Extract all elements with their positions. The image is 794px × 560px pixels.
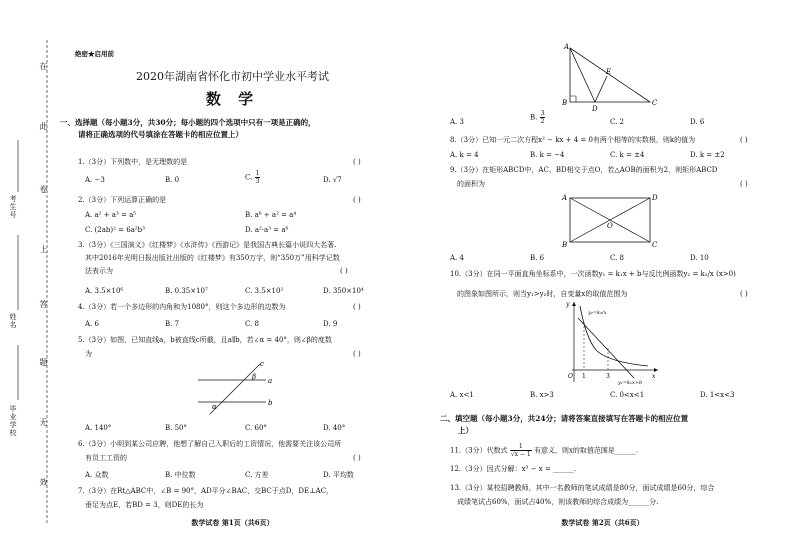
q6-option-b: B. 中位数 xyxy=(165,471,196,479)
q4-stem: 4.（3分）若一个多边形的内角和为1080°，则这个多边形的边数为 xyxy=(78,303,286,311)
field-underlines xyxy=(8,140,28,440)
q7-label-c: C xyxy=(652,99,658,107)
secret-label: 绝密★启用前 xyxy=(75,50,114,58)
q9-option-d: D. 10 xyxy=(690,254,709,262)
q1-option-d: D. √7 xyxy=(323,176,342,184)
q10-option-a: A. x<1 xyxy=(450,391,474,399)
q7-label-b: B xyxy=(562,99,568,107)
q2-option-b: B. a⁶ ÷ a² = a⁴ xyxy=(245,211,297,219)
q1-option-c: C. $\frac{1}{3}$ xyxy=(245,170,260,185)
exam-title: 2020年湖南省怀化市初中学业水平考试 xyxy=(136,70,329,83)
q7-option-b: B. $\frac{3}{2}$ xyxy=(530,110,545,125)
q7-label-d: D xyxy=(592,105,598,112)
q4-option-d: D. 9 xyxy=(323,320,338,328)
q2-option-d: D. a²·a³ = a⁶ xyxy=(245,226,289,234)
answer-paren: ( ) xyxy=(740,290,748,298)
q9-rectangle-figure xyxy=(560,190,660,250)
q9-option-c: C. 8 xyxy=(610,254,625,262)
q10-option-b: B. x>3 xyxy=(530,391,554,399)
q10-label-y: y xyxy=(566,301,570,308)
q5-line1: 5.（3分）如图，已知直线a，b被直线c所截，且a∥b，若∠α = 40°，则∠β的度数 xyxy=(78,336,332,344)
answer-paren: ( ) xyxy=(740,136,748,144)
seal-char: 答 xyxy=(39,300,48,309)
q10-function-graph-figure xyxy=(562,298,662,386)
q10-line1: 10.（3分）在同一平面直角坐标系中，一次函数y₁ = k₁x + b与反比例函数y₂ = k₂/x (x>0) xyxy=(450,270,736,278)
answer-paren: ( ) xyxy=(340,267,348,275)
q3-line2: 其中2016年光明日报出版社出版的《红楼梦》有350万字，则“350万”用科学记数 xyxy=(85,254,340,262)
q1-option-a: A. −3 xyxy=(85,176,105,184)
answer-paren: ( ) xyxy=(353,303,361,311)
seal-char: 卷 xyxy=(39,185,48,194)
seal-char: 题 xyxy=(39,358,48,367)
q10-label-origin: O xyxy=(568,373,573,380)
seal-char: 效 xyxy=(39,478,48,487)
q9-line2: 的面积为 xyxy=(457,180,485,188)
q6-option-a: A. 众数 xyxy=(85,471,109,479)
seal-char: 在 xyxy=(39,62,48,71)
q6-option-c: C. 方差 xyxy=(245,471,269,479)
q10-option-c: C. 0<x<1 xyxy=(610,391,645,399)
section2-title-2: 上） xyxy=(458,426,473,435)
q7-label-e: E xyxy=(606,68,612,76)
q3-option-a: A. 3.5×10⁶ xyxy=(85,287,124,295)
q2-stem: 2.（3分）下列运算正确的是 xyxy=(78,196,167,204)
q9-label-c: C xyxy=(652,241,658,249)
answer-paren: ( ) xyxy=(353,158,361,166)
q6-line2: 有员工工资的 xyxy=(85,454,127,462)
q8-option-b: B. k = −4 xyxy=(530,151,565,159)
q3-option-c: C. 3.5×10² xyxy=(245,287,284,295)
q2-option-c: C. (2ab)² = 6a²b³ xyxy=(85,226,145,234)
q10-label-3: 3 xyxy=(606,373,610,380)
q5-option-b: B. 50° xyxy=(165,424,188,432)
section1-title-2: 请将正确选项的代号填涂在答题卡的相应位置上） xyxy=(78,130,243,139)
section1-title: 一、选择题（每小题3分，共30分；每小题的四个选项中只有一项是正确的， xyxy=(60,118,316,127)
q9-option-a: A. 4 xyxy=(450,254,464,262)
q4-option-a: A. 6 xyxy=(85,320,99,328)
seal-char: 无 xyxy=(39,418,48,427)
seal-char: 此 xyxy=(39,122,48,131)
subject-title: 数 学 xyxy=(205,90,260,108)
q7-option-c: C. 2 xyxy=(610,118,625,126)
q5-label-b: b xyxy=(268,399,273,407)
field-label-student-id: 考生号 xyxy=(9,195,17,219)
q6-option-d: D. 平均数 xyxy=(323,471,354,479)
q10-line2: 的图象如图所示，则当y₁>y₂时，自变量x的取值范围为 xyxy=(457,290,628,298)
q9-option-b: B. 6 xyxy=(530,254,545,262)
q10-label-x: x xyxy=(652,373,656,380)
q5-option-d: D. 40° xyxy=(323,424,346,432)
answer-paren: ( ) xyxy=(353,196,361,204)
q5-option-c: C. 60° xyxy=(245,424,267,432)
q9-label-o: O xyxy=(607,222,613,230)
q10-label-y2: y₂=k₂/x xyxy=(588,310,607,316)
q7-option-a: A. 3 xyxy=(450,118,464,126)
q7-line1: 7.（3分）在Rt△ABC中，∠B = 90°，AD平分∠BAC，交BC于点D，DE⊥AC， xyxy=(78,487,334,495)
q7-option-d: D. 6 xyxy=(690,118,705,126)
q8-option-a: A. k = 4 xyxy=(450,151,479,159)
q3-option-b: B. 0.35×10⁷ xyxy=(165,287,208,295)
q5-label-alpha: α xyxy=(212,403,217,411)
q9-label-a: A xyxy=(562,194,568,202)
q10-label-y1: y₁=k₁x+b xyxy=(618,380,643,386)
q7-line2: 垂足为点E，若BD = 3，则DE的长为 xyxy=(85,501,204,509)
q4-option-c: C. 8 xyxy=(245,320,260,328)
q10-label-1: 1 xyxy=(582,373,586,380)
section2-title: 二、填空题（每小题3分，共24分；请将答案直接填写在答题卡的相应位置 xyxy=(440,414,689,423)
q1-option-b: B. 0 xyxy=(165,176,180,184)
q7-triangle-figure xyxy=(545,40,665,112)
field-label-name: 姓名 xyxy=(9,313,17,329)
q5-line2: 为 xyxy=(85,350,92,358)
field-label-school: 毕业学校 xyxy=(9,405,17,437)
q13-line2: 成绩笔试占60%，面试占40%，则该教师的综合成绩为______分. xyxy=(457,498,659,506)
page1-footer: 数学试卷 第1页（共6页） xyxy=(191,518,274,527)
q5-option-a: A. 140° xyxy=(85,424,112,432)
q8-stem: 8.（3分）已知一元二次方程x² − kx + 4 = 0有两个相等的实数根，则k的值为 xyxy=(450,136,696,144)
q4-option-b: B. 7 xyxy=(165,320,180,328)
q12: 12.（3分）因式分解：x³ − x = ______. xyxy=(450,465,577,473)
answer-paren: ( ) xyxy=(740,180,748,188)
q9-label-d: D xyxy=(652,194,658,202)
page2-footer: 数学试卷 第2页（共6页） xyxy=(561,518,644,527)
seal-char: 上 xyxy=(39,245,48,254)
q2-option-a: A. a² + a³ = a⁵ xyxy=(85,211,137,219)
q13-line1: 13.（3分）某校招聘教师，其中一名教师的笔试成绩是80分，面试成绩是60分，综合 xyxy=(450,484,715,492)
answer-paren: ( ) xyxy=(353,350,361,358)
q3-option-d: D. 350×10⁴ xyxy=(323,287,364,295)
q3-line1: 3.（3分）《三国演义》《红楼梦》《水浒传》《西游记》是我国古典长篇小说四大名著. xyxy=(78,241,337,249)
q9-line1: 9.（3分）在矩形ABCD中，AC、BD相交于点O，若△AOB的面积为2，则矩形ABCD xyxy=(450,166,718,174)
q9-label-b: B xyxy=(562,241,568,249)
q8-option-c: C. k = ±4 xyxy=(610,151,645,159)
q3-line3: 法表示为 xyxy=(85,267,113,275)
q5-label-beta: β xyxy=(252,373,257,381)
q10-option-d: D. 1<x<3 xyxy=(700,391,735,399)
answer-paren: ( ) xyxy=(353,454,361,462)
q1-stem: 1.（3分）下列数中，是无理数的是 xyxy=(78,158,188,166)
q7-label-a: A xyxy=(564,43,570,51)
q11: 11.（3分）代数式 $\frac{1}{√x - 1}$ 有意义，则x的取值范围是______. xyxy=(450,443,639,458)
q5-label-a: a xyxy=(268,377,273,385)
q8-option-d: D. k = ±2 xyxy=(690,151,725,159)
q6-line1: 6.（3分）小明到某公司应聘，他想了解自己入职后的工资情况，他需要关注该公司所 xyxy=(78,440,342,448)
q5-parallel-lines-figure xyxy=(190,358,290,416)
q5-label-c: c xyxy=(260,360,264,368)
